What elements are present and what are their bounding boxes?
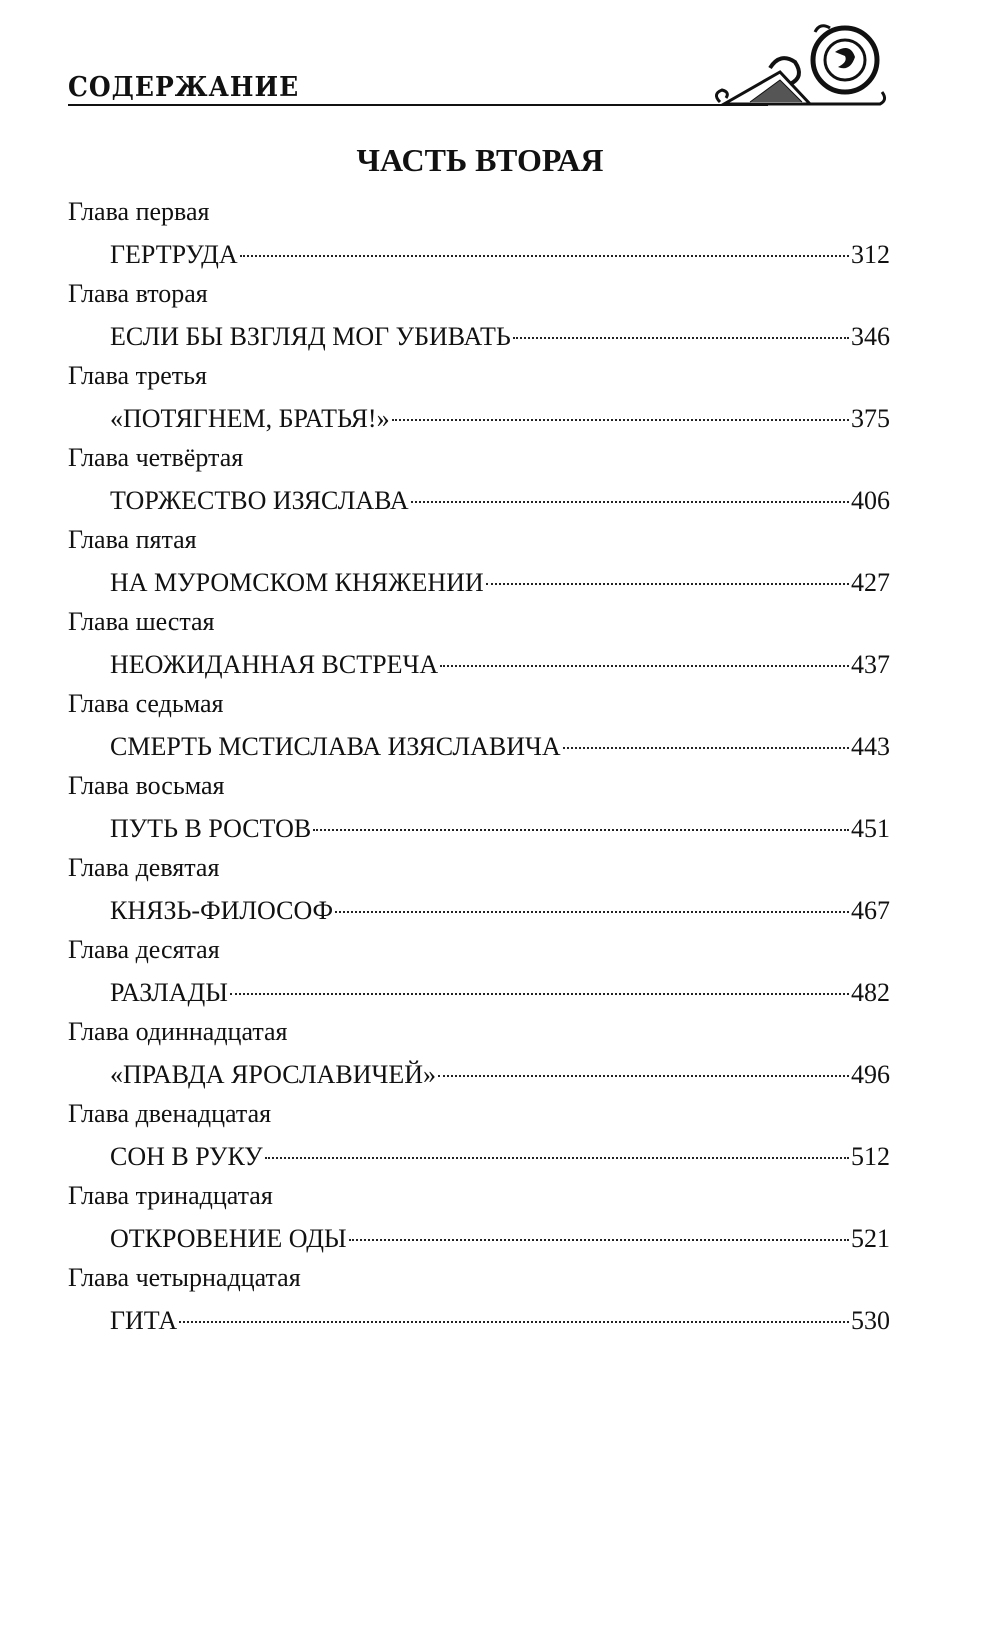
page-number: 427 — [851, 568, 890, 597]
chapter-label: Глава шестая — [68, 607, 215, 636]
header-rule — [68, 104, 768, 106]
ornament-icon — [710, 22, 890, 112]
page-number: 467 — [851, 896, 890, 925]
dot-leader — [392, 419, 849, 421]
dot-leader — [349, 1239, 849, 1241]
dot-leader — [440, 665, 849, 667]
toc-entry — [68, 852, 890, 934]
dot-leader — [335, 911, 849, 913]
chapter-title: ОТКРОВЕНИЕ ОДЫ — [110, 1224, 347, 1253]
chapter-title: ГИТА — [110, 1306, 178, 1335]
chapter-line — [68, 396, 890, 442]
chapter-line — [68, 1216, 890, 1262]
chapter-label: Глава двенадцатая — [68, 1099, 272, 1128]
page-number: 437 — [851, 650, 890, 679]
toc-entry — [68, 278, 890, 360]
chapter-line — [68, 478, 890, 524]
header-title: СОДЕРЖАНИЕ — [68, 70, 300, 103]
chapter-label: Глава четвёртая — [68, 443, 244, 472]
chapter-title: ЕСЛИ БЫ ВЗГЛЯД МОГ УБИВАТЬ — [110, 322, 511, 351]
page-number: 443 — [851, 732, 890, 761]
chapter-label: Глава третья — [68, 361, 207, 390]
chapter-title: НА МУРОМСКОМ КНЯЖЕНИИ — [110, 568, 484, 597]
dot-leader — [313, 829, 849, 831]
toc-entry — [68, 1262, 890, 1344]
page-number: 496 — [851, 1060, 890, 1089]
chapter-label: Глава четырнадцатая — [68, 1263, 301, 1292]
chapter-title: КНЯЗЬ-ФИЛОСОФ — [110, 896, 334, 925]
toc-entry — [68, 606, 890, 688]
dot-leader — [411, 501, 849, 503]
toc-entry — [68, 1180, 890, 1262]
toc-entry — [68, 360, 890, 442]
chapter-title: РАЗЛАДЫ — [110, 978, 228, 1007]
part-title: ЧАСТЬ ВТОРАЯ — [356, 142, 604, 178]
toc-entry — [68, 688, 890, 770]
chapter-label: Глава восьмая — [68, 771, 225, 800]
chapter-title: СМЕРТЬ МСТИСЛАВА ИЗЯСЛАВИЧА — [110, 732, 561, 761]
chapter-line — [68, 1052, 890, 1098]
toc-entry — [68, 934, 890, 1016]
page-number: 346 — [851, 322, 890, 351]
chapter-label: Глава девятая — [68, 853, 220, 882]
chapter-label: Глава тринадцатая — [68, 1181, 273, 1210]
chapter-line — [68, 642, 890, 688]
dot-leader — [563, 747, 849, 749]
chapter-label: Глава первая — [68, 197, 210, 226]
dot-leader — [513, 337, 849, 339]
chapter-title: СОН В РУКУ — [110, 1142, 263, 1171]
dot-leader — [265, 1157, 849, 1159]
chapter-title: ГЕРТРУДА — [110, 240, 238, 269]
dot-leader — [230, 993, 849, 995]
chapter-title: ПУТЬ В РОСТОВ — [110, 814, 312, 843]
page-number: 521 — [851, 1224, 890, 1253]
chapter-line — [68, 1298, 890, 1344]
table-of-contents — [68, 196, 890, 1344]
chapter-label: Глава десятая — [68, 935, 220, 964]
dot-leader — [438, 1075, 849, 1077]
running-header — [68, 66, 890, 126]
toc-entry — [68, 442, 890, 524]
chapter-title: «ПОТЯГНЕМ, БРАТЬЯ!» — [110, 404, 390, 433]
chapter-label: Глава вторая — [68, 279, 208, 308]
chapter-title: НЕОЖИДАННАЯ ВСТРЕЧА — [110, 650, 439, 679]
page-number: 482 — [851, 978, 890, 1007]
page-number: 512 — [851, 1142, 890, 1171]
page-number: 530 — [851, 1306, 890, 1335]
toc-entry — [68, 770, 890, 852]
toc-entry — [68, 524, 890, 606]
chapter-label: Глава седьмая — [68, 689, 224, 718]
chapter-label: Глава пятая — [68, 525, 197, 554]
chapter-title: ТОРЖЕСТВО ИЗЯСЛАВА — [110, 486, 409, 515]
page-number: 312 — [851, 240, 890, 269]
dot-leader — [240, 255, 849, 257]
chapter-line — [68, 970, 890, 1016]
chapter-line — [68, 1134, 890, 1180]
page-number: 375 — [851, 404, 890, 433]
chapter-title: «ПРАВДА ЯРОСЛАВИЧЕЙ» — [110, 1060, 437, 1089]
toc-entry — [68, 1016, 890, 1098]
chapter-line — [68, 888, 890, 934]
chapter-label: Глава одиннадцатая — [68, 1017, 288, 1046]
toc-entry — [68, 1098, 890, 1180]
dot-leader — [179, 1321, 849, 1323]
chapter-line — [68, 314, 890, 360]
chapter-line — [68, 806, 890, 852]
chapter-line — [68, 232, 890, 278]
toc-entry — [68, 196, 890, 278]
dot-leader — [486, 583, 849, 585]
chapter-line — [68, 724, 890, 770]
page-number: 406 — [851, 486, 890, 515]
chapter-line — [68, 560, 890, 606]
page-number: 451 — [851, 814, 890, 843]
